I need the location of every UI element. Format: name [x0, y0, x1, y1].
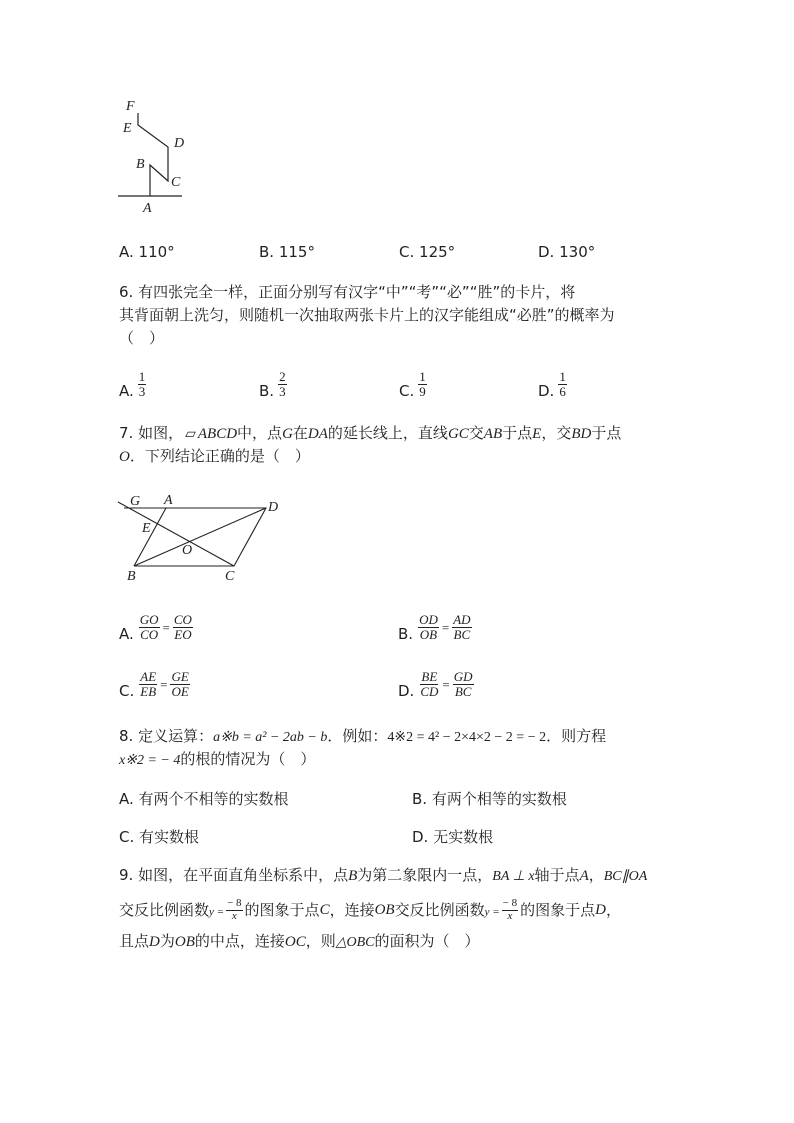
label-g: G: [130, 494, 141, 509]
q6-stem-line3: （ ）: [119, 329, 165, 347]
label-o: O: [182, 543, 193, 558]
fraction-left: $\frac{GO}{CO}$: [139, 612, 159, 642]
option-text: 无实数根: [433, 828, 494, 846]
option-text: 有两个不相等的实数根: [138, 790, 289, 808]
label-d: D: [268, 500, 279, 515]
q8-option-d[interactable]: [412, 830, 493, 845]
option-letter: B.: [259, 243, 275, 261]
fraction-right: $\frac{GE}{OE}$: [171, 669, 189, 699]
q8-stem-line1: 8. 定义运算：a※b = a² − 2ab − b．例如：4※2 = 4² − 2×4×2 − 2 = − 2．则方程: [119, 727, 607, 745]
q7-option-b[interactable]: B. $\frac{OD}{OB}$ = $\frac{AD}{BC}$: [398, 612, 471, 643]
q7-stem-line2: O．下列结论正确的是（ ）: [119, 447, 310, 465]
q9-stem-line2: 交反比例函数 y = $\frac{- 8}{x}$ 的图象于点 C ，连接 OB 交反比例函数 y = $\frac{- 8}{x}$ 的图象于点 D ，: [119, 897, 622, 922]
parallelogram-symbol: ▱: [185, 426, 196, 442]
q7-stem-line1: 7. 如图， ▱ ABCD中，点G在DA的延长线上，直线GC交AB于点E，交BD于点: [119, 424, 622, 442]
fraction-right: $\frac{GD}{BC}$: [453, 669, 473, 699]
option-letter: C.: [119, 682, 135, 700]
option-letter: A.: [119, 382, 134, 400]
label-c: C: [225, 569, 235, 584]
q5-option-a[interactable]: [119, 245, 175, 260]
label-d: D: [174, 136, 185, 151]
q6-option-a[interactable]: [119, 370, 146, 399]
option-letter: C.: [119, 828, 135, 846]
q6-option-b[interactable]: [259, 370, 287, 399]
q5-figure: [110, 95, 200, 215]
fraction: $\frac{1}{9}$: [419, 369, 426, 399]
q7-figure: [110, 490, 290, 585]
option-letter: A.: [119, 625, 134, 643]
q8-option-a[interactable]: [119, 792, 289, 807]
option-letter: D.: [538, 243, 555, 261]
label-e: E: [142, 521, 151, 536]
label-b: B: [127, 569, 136, 584]
q5-option-b[interactable]: [259, 245, 315, 260]
inverse-fraction: $\frac{- 8}{x}$: [502, 897, 518, 922]
q8-option-c[interactable]: [119, 830, 199, 845]
q7-option-c[interactable]: C. $\frac{AE}{EB}$ = $\frac{GE}{OE}$: [119, 669, 189, 700]
q6-stem-line1: 6. 有四张完全一样，正面分别写有汉字“中”“考”“必”“胜”的卡片，将: [119, 283, 576, 301]
option-text: 130°: [559, 243, 596, 261]
operation-definition: a※b = a² − 2ab − b: [213, 730, 328, 745]
option-text: 110°: [138, 243, 175, 261]
label-a: A: [164, 493, 173, 508]
q5-option-d[interactable]: [538, 245, 595, 260]
q7-option-d[interactable]: D. $\frac{BE}{CD}$ = $\frac{GD}{BC}$: [398, 669, 473, 700]
label-e: E: [123, 121, 132, 136]
q7-option-a[interactable]: A. $\frac{GO}{CO}$ = $\frac{CO}{EO}$: [119, 612, 192, 643]
q8-option-b[interactable]: [412, 792, 567, 807]
equation: x※2 = − 4: [119, 753, 181, 768]
option-text: 有两个相等的实数根: [431, 790, 567, 808]
fraction: $\frac{2}{3}$: [279, 369, 286, 399]
fraction-left: $\frac{BE}{CD}$: [420, 669, 439, 699]
label-f: F: [126, 99, 135, 114]
option-letter: A.: [119, 790, 134, 808]
inverse-fraction: $\frac{- 8}{x}$: [227, 897, 242, 922]
q9-stem-line1: 9. 如图，在平面直角坐标系中，点B为第二象限内一点，BA ⊥ x轴于点A，BC∥OA: [119, 866, 648, 884]
option-letter: D.: [538, 382, 555, 400]
q9-stem-line3: 且点D为OB的中点，连接OC，则△OBC的面积为（ ）: [119, 932, 480, 950]
fraction-left: $\frac{OD}{OB}$: [419, 612, 438, 642]
fraction-right: $\frac{AD}{BC}$: [453, 612, 471, 642]
q8-stem-line2: x※2 = − 4的根的情况为（ ）: [119, 750, 316, 768]
option-letter: C.: [399, 243, 415, 261]
option-letter: B.: [398, 625, 414, 643]
q5-option-c[interactable]: [399, 245, 455, 260]
q6-option-c[interactable]: [399, 370, 427, 399]
option-letter: C.: [399, 382, 415, 400]
option-letter: D.: [412, 828, 429, 846]
option-letter: B.: [259, 382, 275, 400]
label-a: A: [143, 201, 152, 215]
option-letter: A.: [119, 243, 134, 261]
fraction-right: $\frac{CO}{EO}$: [173, 612, 192, 642]
label-b: B: [136, 157, 145, 172]
q6-option-d[interactable]: [538, 370, 567, 399]
label-c: C: [171, 175, 181, 190]
fraction: $\frac{1}{6}$: [559, 369, 566, 399]
operation-example: 4※2 = 4² − 2×4×2 − 2 = − 2: [387, 730, 547, 745]
fraction-left: $\frac{AE}{EB}$: [140, 669, 157, 699]
option-text: 115°: [278, 243, 315, 261]
fraction: $\frac{1}{3}$: [138, 369, 146, 399]
option-text: 125°: [419, 243, 456, 261]
option-text: 有实数根: [139, 828, 200, 846]
option-letter: D.: [398, 682, 415, 700]
option-letter: B.: [412, 790, 428, 808]
q6-stem-line2: 其背面朝上洗匀，则随机一次抽取两张卡片上的汉字能组成“必胜”的概率为: [119, 306, 615, 324]
